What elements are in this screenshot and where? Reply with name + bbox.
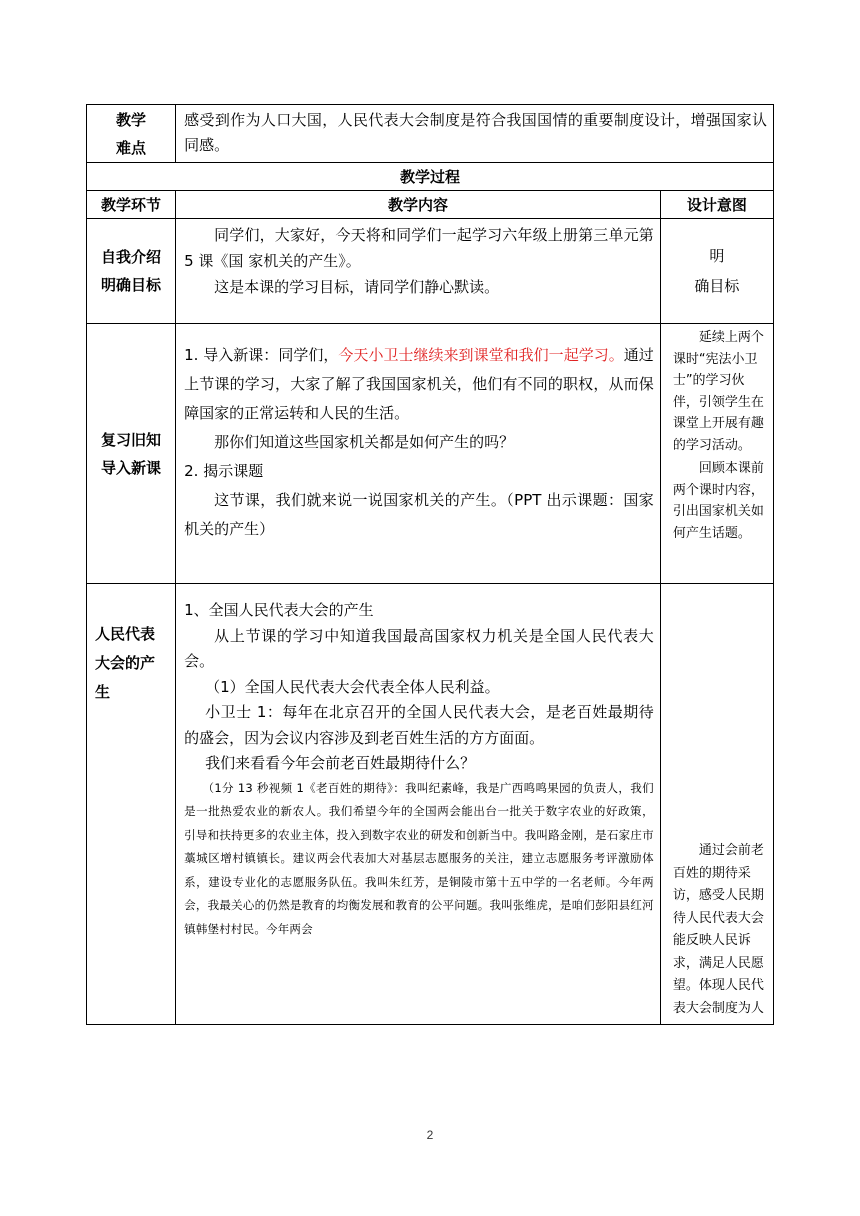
review-p1-rest: 通过上节课的学习，大家了解了我国国家机关，他们有不同的职权，从而保障国家的正常运转和人民的生活。 — [184, 346, 654, 422]
difficulty-label-line2: 难点 — [116, 138, 147, 157]
npc-paragraph-5: 我们来看看今年会前老百姓最期待什么？ — [205, 754, 476, 772]
review-content — [176, 324, 661, 584]
review-intent — [660, 324, 773, 584]
npc-paragraph-3: （1）全国人民代表大会代表全体人民利益。 — [205, 677, 500, 696]
npc-stage-line3: 生 — [95, 683, 111, 701]
intro-stage — [87, 219, 176, 324]
header-content: 教学内容 — [176, 191, 661, 219]
npc-video-transcript: （1分 13 秒视频 1《老百姓的期待》：我叫纪素峰，我是广西鸣鸣果园的负责人，我们是一批热爱农业的新农人。我们希望今年的全国两会能出台一批关于数字农业的好政策， 引导和扶持更多的农业主体，投入到数字农业的研发和创新当中。我叫路金刚，是石家庄市藁城区增村镇镇长。建议两会代表加大对基层志愿服务的关注，建立志愿服务考评激励体系，建设专业化的志愿服务队伍。我叫朱红芳，是铜陵市第十五中学的一名老师。今年两会，我最关心的仍然是教育的均衡发展和教育的公平问题。我叫张维虎，是咱们彭阳县红河镇韩堡村村民。今年两会 — [184, 780, 654, 936]
difficulty-label — [87, 105, 176, 163]
review-paragraph-3: 2. 揭示课题 — [184, 462, 264, 480]
intro-intent — [660, 219, 773, 324]
difficulty-text — [176, 105, 774, 163]
npc-stage-line1: 人民代表 — [95, 625, 156, 643]
npc-stage-line2: 大会的产 — [95, 654, 156, 672]
difficulty-paragraph: 感受到作为人口大国，人民代表大会制度是符合我国国情的重要制度设计，增强国家认同感。 — [184, 111, 767, 154]
npc-content — [176, 584, 661, 1025]
process-title-row — [87, 163, 774, 191]
review-stage-line2: 导入新课 — [101, 458, 162, 477]
review-p1-highlight: 今天小卫士继续来到课堂和我们一起学习。 — [338, 346, 624, 364]
review-intent-paragraph-2: 回顾本课前两个课时内容，引出国家机关如何产生话题。 — [672, 461, 764, 541]
intro-paragraph-1: 同学们，大家好，今天将和同学们一起学习六年级上册第三单元第 5 课《国 家机关的产生》。 — [184, 226, 654, 270]
npc-intent-paragraph: 通过会前老百姓的期待采访，感受人民期待人民代表大会能反映人民诉求，满足人民愿望。体现人民代表大会制度为人 — [672, 843, 764, 1016]
lesson-plan-table — [86, 104, 774, 1025]
review-stage-line1: 复习旧知 — [101, 430, 162, 449]
npc-paragraph-2: 从上节课的学习中知道我国最高国家权力机关是全国人民代表大会。 — [184, 626, 654, 670]
intro-paragraph-2: 这是本课的学习目标，请同学们静心默读。 — [214, 278, 500, 296]
header-intent: 设计意图 — [660, 191, 773, 219]
page-number: 2 — [426, 1128, 434, 1142]
npc-paragraph-1: 1、全国人民代表大会的产生 — [184, 601, 374, 619]
review-stage — [87, 324, 176, 584]
review-paragraph-4: 这节课，我们就来说一说国家机关的产生。（PPT 出示课题：国家机关的产生） — [184, 491, 654, 538]
npc-paragraph-4: 小卫士 1：每年在北京召开的全国人民代表大会，是老百姓最期待的盛会，因为会议内容涉及到老百姓生活的方方面面。 — [184, 703, 654, 747]
review-paragraph-2: 那你们知道这些国家机关都是如何产生的吗？ — [214, 433, 515, 451]
review-p1-prefix: 1. 导入新课：同学们， — [184, 346, 339, 364]
intro-row — [87, 219, 774, 324]
difficulty-label-line1: 教学 — [116, 110, 147, 129]
header-stage: 教学环节 — [87, 191, 176, 219]
process-title: 教学过程 — [87, 163, 774, 191]
intro-content — [176, 219, 661, 324]
intro-intent-line1: 明 — [709, 247, 725, 265]
review-intent-paragraph-1: 延续上两个课时“宪法小卫士”的学习伙伴，引领学生在课堂上开展有趣的学习活动。 — [672, 330, 764, 453]
npc-row — [87, 584, 774, 1025]
difficulty-row — [87, 105, 774, 163]
intro-stage-line2: 明确目标 — [101, 276, 162, 294]
review-row — [87, 324, 774, 584]
npc-intent — [660, 584, 773, 1025]
header-row — [87, 191, 774, 219]
npc-stage — [87, 584, 176, 1025]
intro-intent-line2: 确目标 — [694, 277, 740, 295]
review-paragraph-1 — [184, 341, 654, 428]
intro-stage-line1: 自我介绍 — [101, 248, 162, 266]
